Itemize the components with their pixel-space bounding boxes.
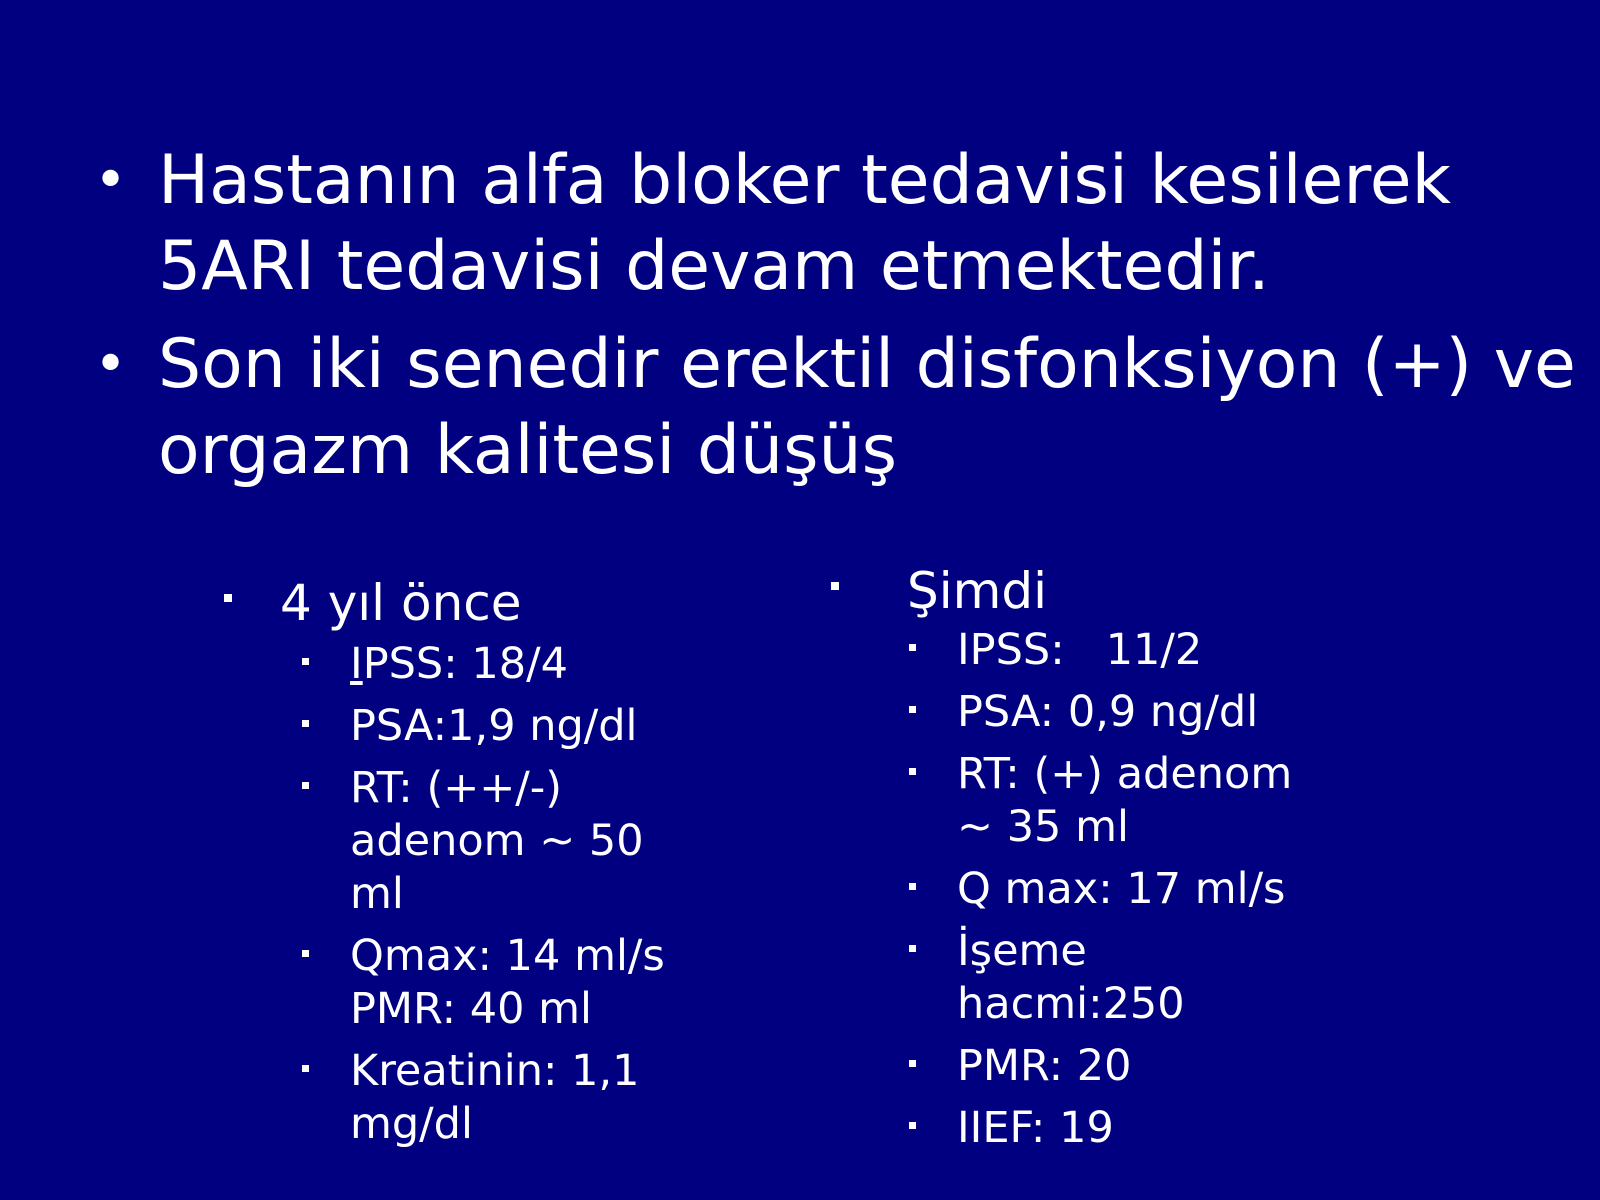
square-bullet-icon	[909, 1060, 916, 1067]
main-bullet-item	[0, 322, 1578, 494]
square-bullet-icon	[909, 883, 916, 890]
list-item-text: PMR: 20	[957, 1041, 1132, 1091]
square-bullet-icon	[302, 950, 309, 957]
square-bullet-icon	[302, 1065, 309, 1072]
right-column-list	[907, 624, 1427, 1155]
square-bullet-icon	[909, 706, 916, 713]
list-item	[907, 1102, 1337, 1155]
list-item	[907, 863, 1337, 916]
left-column-list	[300, 638, 720, 1151]
list-item	[907, 1040, 1337, 1093]
list-item	[907, 925, 1337, 1031]
main-bullet-text: Hastanın alfa bloker tedavisi kesilerek 5ARI tedavisi devam etmektedir.	[158, 141, 1451, 306]
square-bullet-icon	[302, 720, 309, 727]
list-item	[300, 762, 690, 921]
square-bullet-icon	[909, 945, 916, 952]
list-item-text: RT: (++/-) adenom ~ 50 ml	[350, 763, 644, 919]
square-bullet-icon	[831, 582, 839, 590]
list-item-text: IPSS: 18/4	[350, 639, 568, 689]
list-item-text: İşeme hacmi:250	[957, 926, 1185, 1029]
list-item	[300, 700, 690, 753]
main-bullet-list	[0, 138, 1600, 506]
list-item	[300, 638, 690, 691]
square-bullet-icon	[909, 644, 916, 651]
square-bullet-icon	[909, 768, 916, 775]
list-item	[300, 1045, 690, 1151]
left-column-heading	[220, 572, 720, 634]
list-item	[907, 748, 1337, 854]
list-item-text: PSA: 0,9 ng/dl	[957, 687, 1259, 737]
right-column-heading-text: Şimdi	[907, 562, 1047, 620]
square-bullet-icon	[909, 1122, 916, 1129]
list-item-text: RT: (+) adenom ~ 35 ml	[957, 749, 1293, 852]
right-column-heading	[827, 560, 1427, 622]
list-item-text: Q max: 17 ml/s	[957, 864, 1286, 914]
bullet-dot-icon: •	[94, 332, 128, 397]
square-bullet-icon	[302, 782, 309, 789]
main-bullet-text: Son iki senedir erektil disfonksiyon (+) ve orgazm kalitesi düşüş	[158, 325, 1576, 490]
square-bullet-icon	[302, 658, 309, 665]
list-item	[907, 624, 1337, 677]
list-item-text: PSA:1,9 ng/dl	[350, 701, 638, 751]
list-item-text: IPSS: 11/2	[957, 625, 1203, 675]
right-column	[827, 560, 1427, 1164]
list-item	[907, 686, 1337, 739]
bullet-dot-icon: •	[94, 148, 128, 213]
list-item-text: Kreatinin: 1,1 mg/dl	[350, 1046, 640, 1149]
left-column-heading-text: 4 yıl önce	[280, 574, 522, 632]
list-item-text: IIEF: 19	[957, 1103, 1114, 1153]
square-bullet-icon	[224, 594, 232, 602]
list-item-text: Qmax: 14 ml/s PMR: 40 ml	[350, 931, 665, 1034]
list-item	[300, 930, 690, 1036]
left-column	[220, 572, 720, 1160]
main-bullet-item	[0, 138, 1578, 310]
